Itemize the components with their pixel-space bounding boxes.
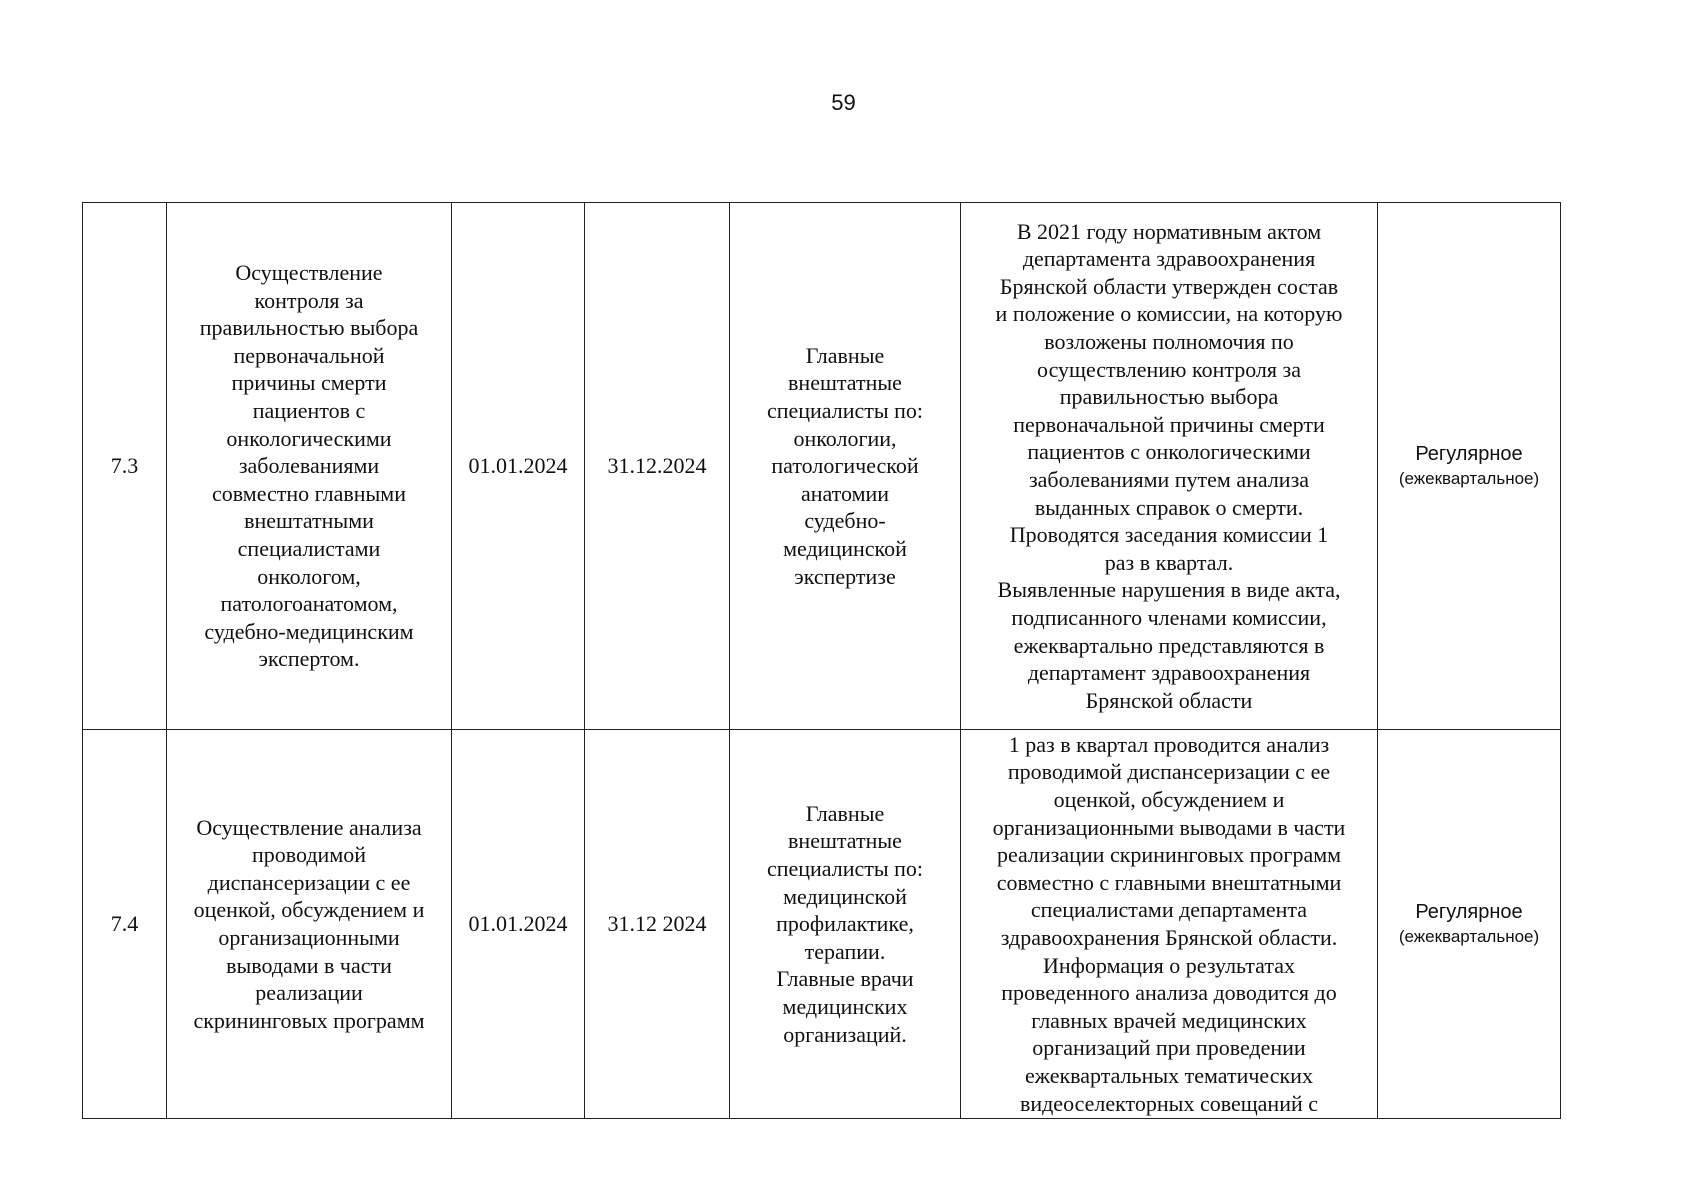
result-cell xyxy=(961,730,1378,1119)
regularity-cell xyxy=(1378,730,1561,1119)
text-line: внештатными xyxy=(244,508,374,534)
text-line: терапии. xyxy=(804,938,886,964)
text-line: здравоохранения Брянской области. xyxy=(1000,925,1338,950)
text-line: проводимой диспансеризации с ее xyxy=(1007,759,1331,785)
text-line: возложены полномочия по xyxy=(1044,329,1294,355)
text-line: специалистами департамента xyxy=(1030,897,1308,923)
text-line: экспертизе xyxy=(794,563,896,589)
responsible-text xyxy=(734,342,956,590)
table-row xyxy=(83,730,1561,1119)
text-line: организационными выводами в части xyxy=(992,814,1346,840)
action-cell xyxy=(167,730,452,1119)
text-line: организаций. xyxy=(783,1021,907,1047)
text-line: организационными xyxy=(218,925,400,950)
result-text xyxy=(965,731,1373,1117)
start-date: 01.01.2024 xyxy=(452,203,585,730)
text-line: реализации xyxy=(255,980,363,1006)
end-date: 31.12 2024 xyxy=(585,730,730,1119)
text-line: Главные врачи xyxy=(776,966,914,992)
text-line: Проводятся заседания комиссии 1 xyxy=(1009,522,1329,548)
text-line: Главные xyxy=(805,800,885,826)
text-line: и положение о комиссии, на которую xyxy=(995,301,1343,327)
text-line: 1 раз в квартал проводится анализ xyxy=(1008,731,1330,757)
text-line: раз в квартал. xyxy=(1104,549,1234,575)
text-line: организаций при проведении xyxy=(1032,1035,1306,1061)
text-line: проводимой xyxy=(251,842,367,868)
text-line: реализации скрининговых программ xyxy=(996,842,1342,868)
start-date: 01.01.2024 xyxy=(452,730,585,1119)
text-line: Осуществление xyxy=(235,260,383,286)
text-line: онкологии, xyxy=(793,425,897,451)
text-line: департамент здравоохранения xyxy=(1027,660,1311,686)
text-line: анатомии xyxy=(800,480,890,506)
text-line: специалистами xyxy=(237,535,381,561)
regularity-note: (ежеквартальное) xyxy=(1398,469,1540,488)
text-line: правильностью выбора xyxy=(199,315,419,341)
text-line: совместно с главными внештатными xyxy=(996,869,1342,895)
text-line: медицинской xyxy=(783,535,907,561)
text-line: пациентов с онкологическими xyxy=(1027,439,1311,465)
text-line: первоначальной xyxy=(233,342,385,368)
regularity-label: Регулярное xyxy=(1415,443,1523,465)
text-line: правильностью выбора xyxy=(1059,384,1279,410)
responsible-cell xyxy=(730,203,961,730)
text-line: патологической xyxy=(771,453,919,479)
action-text xyxy=(171,814,447,1035)
end-date: 31.12.2024 xyxy=(585,203,730,730)
text-line: оценкой, обсуждением и xyxy=(193,897,425,923)
text-line: контроля за xyxy=(254,287,364,313)
table-row xyxy=(83,203,1561,730)
result-cell xyxy=(961,203,1378,730)
responsible-cell xyxy=(730,730,961,1119)
text-line: профилактике, xyxy=(776,911,914,937)
text-line: проведенного анализа доводится до xyxy=(1001,980,1337,1006)
result-text xyxy=(965,218,1373,715)
text-line: Главные xyxy=(805,342,885,368)
text-line: видеоселекторных совещаний с xyxy=(1019,1090,1319,1116)
text-line: медицинских xyxy=(782,993,908,1019)
text-line: диспансеризации с ее xyxy=(207,869,411,895)
text-line: заболеваниями xyxy=(238,453,380,479)
text-line: Брянской области xyxy=(1085,687,1253,713)
text-line: осуществлению контроля за xyxy=(1037,356,1301,382)
text-line: экспертом. xyxy=(258,646,360,672)
text-line: судебно- xyxy=(804,508,886,534)
regularity-cell xyxy=(1378,203,1561,730)
text-line: Брянской области утвержден состав xyxy=(999,273,1339,299)
text-line: подписанного членами комиссии, xyxy=(1011,604,1327,630)
text-line: В 2021 году нормативным актом xyxy=(1016,218,1322,244)
text-line: пациентов с xyxy=(252,398,366,424)
text-line: Информация о результатах xyxy=(1043,952,1295,978)
text-line: оценкой, обсуждением и xyxy=(1053,787,1285,813)
text-line: выводами в части xyxy=(226,952,392,978)
action-text xyxy=(171,259,447,673)
text-line: скрининговых программ xyxy=(193,1007,425,1033)
text-line: совместно главными xyxy=(212,480,406,506)
text-line: внештатные xyxy=(788,828,902,854)
action-cell xyxy=(167,203,452,730)
measures-table xyxy=(82,202,1561,1119)
text-line: онкологом, xyxy=(257,563,361,589)
regularity-label: Регулярное xyxy=(1415,901,1523,923)
text-line: патологоанатомом, xyxy=(220,591,398,617)
text-line: главных врачей медицинских xyxy=(1031,1007,1307,1033)
text-line: внештатные xyxy=(788,370,902,396)
row-number: 7.4 xyxy=(83,730,167,1119)
text-line: специалисты по: xyxy=(766,398,924,424)
text-line: онкологическими xyxy=(226,425,392,451)
responsible-text xyxy=(734,800,956,1048)
regularity-note: (ежеквартальное) xyxy=(1398,927,1540,946)
text-line: ежеквартальных тематических xyxy=(1025,1062,1313,1088)
text-line: заболеваниями путем анализа xyxy=(1028,467,1310,492)
text-line: Осуществление анализа xyxy=(196,814,422,840)
text-line: медицинской xyxy=(783,883,907,909)
text-line: выданных справок о смерти. xyxy=(1034,494,1304,520)
text-line: специалисты по: xyxy=(766,856,924,882)
text-line: ежеквартально представляются в xyxy=(1013,632,1325,658)
text-line: Выявленные нарушения в виде акта, xyxy=(997,577,1341,603)
text-line: судебно-медицинским xyxy=(204,618,414,644)
text-line: первоначальной причины смерти xyxy=(1013,411,1325,437)
row-number: 7.3 xyxy=(83,203,167,730)
page-number: 59 xyxy=(831,90,856,115)
text-line: департамента здравоохранения xyxy=(1022,246,1316,272)
text-line: причины смерти xyxy=(231,370,387,396)
